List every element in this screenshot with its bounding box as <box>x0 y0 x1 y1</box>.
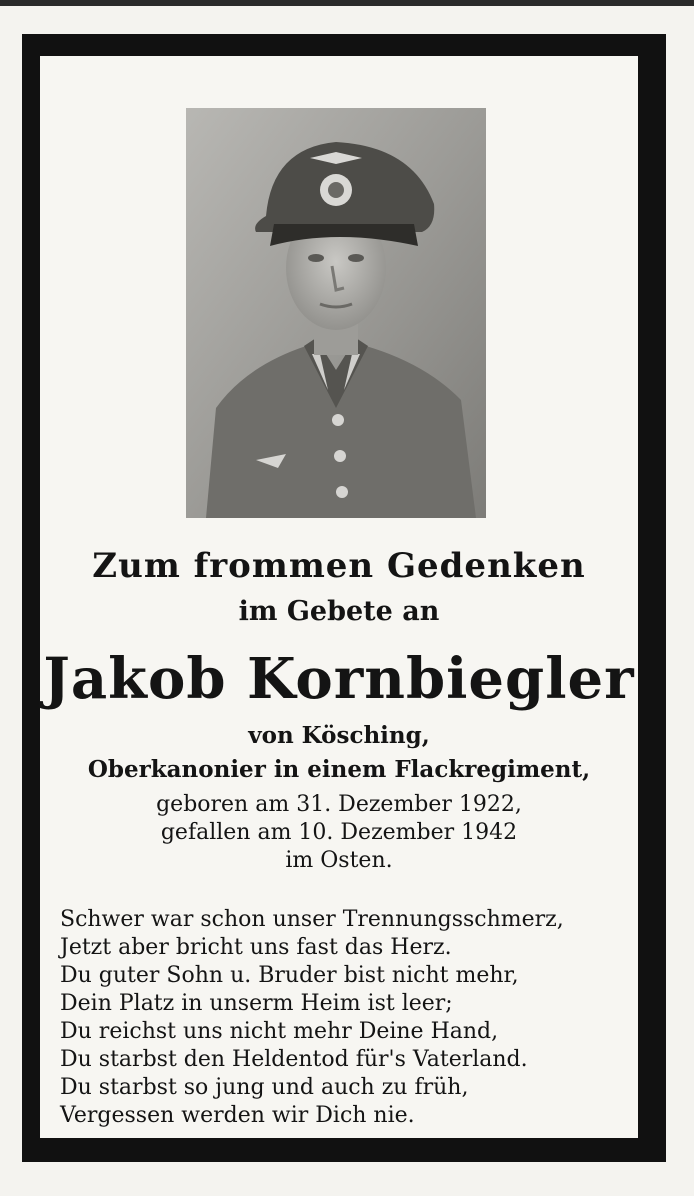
memorial-card <box>40 56 638 1138</box>
memorial-poem <box>60 906 620 1130</box>
death-date: gefallen am 10. Dezember 1942 <box>160 820 518 845</box>
deceased-name: Jakob Kornbiegler <box>43 646 635 712</box>
portrait-photo <box>186 108 486 518</box>
death-place: im Osten. <box>285 848 393 873</box>
poem-line: Du guter Sohn u. Bruder bist nicht mehr, <box>60 963 519 988</box>
poem-line: Dein Platz in unserm Heim ist leer; <box>60 991 453 1016</box>
heading-line-1: Zum frommen Gedenken <box>92 546 586 586</box>
poem-line: Du starbst den Heldentod für's Vaterland. <box>60 1047 528 1072</box>
heading-line-2: im Gebete an <box>238 596 440 627</box>
poem-line: Du starbst so jung und auch zu früh, <box>60 1075 469 1100</box>
poem-line: Vergessen werden wir Dich nie. <box>60 1103 415 1128</box>
soldier-portrait-icon <box>186 108 486 518</box>
birth-date: geboren am 31. Dezember 1922, <box>156 792 522 817</box>
poem-line: Du reichst uns nicht mehr Deine Hand, <box>60 1019 499 1044</box>
poem-line: Schwer war schon unser Trennungsschmerz, <box>60 907 564 932</box>
poem-line: Jetzt aber bricht uns fast das Herz. <box>60 935 452 960</box>
scan-edge <box>0 0 694 6</box>
military-rank: Oberkanonier in einem Flackregiment, <box>87 756 591 783</box>
hometown: von Kösching, <box>248 722 430 749</box>
